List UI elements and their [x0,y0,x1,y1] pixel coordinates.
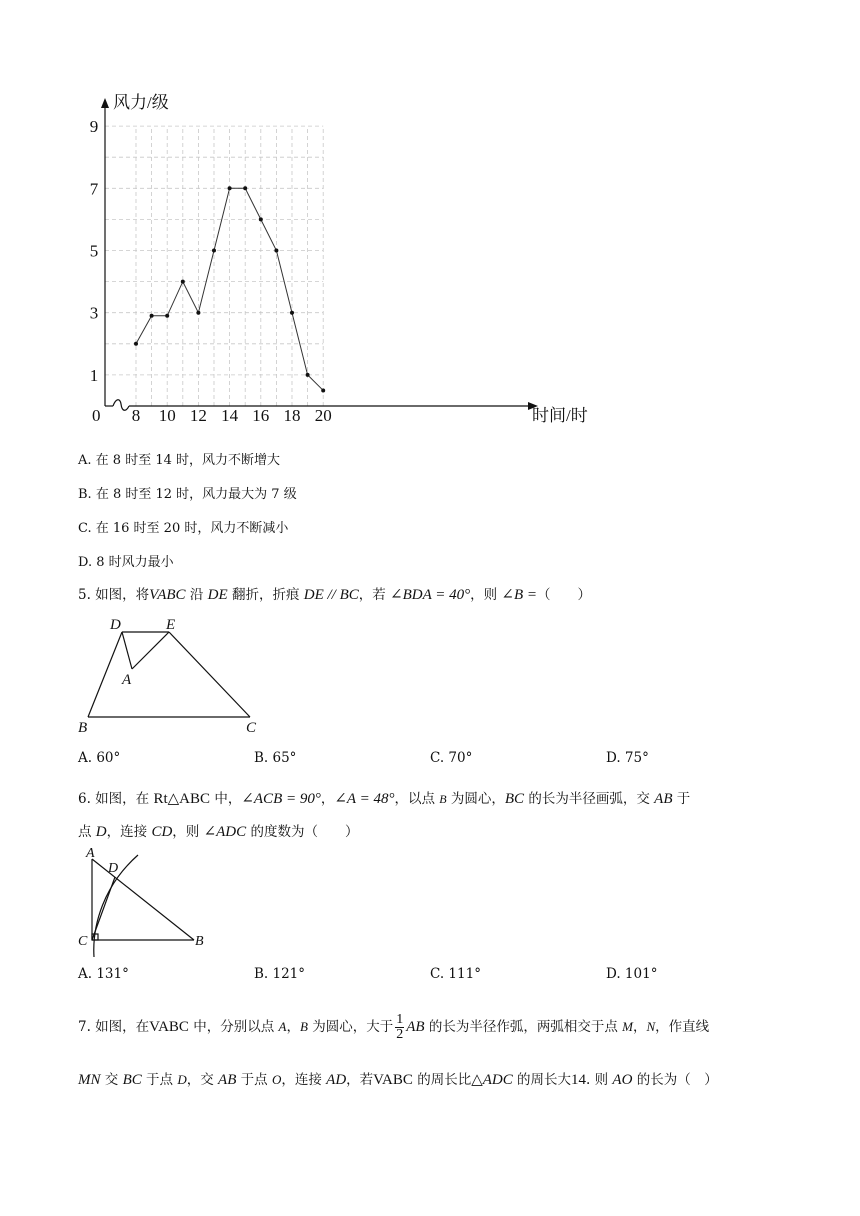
data-point [228,186,232,190]
q4-option-b: B. 在 8 时至 12 时，风力最大为 7 级 [78,487,297,502]
wind-force-line-chart [80,90,620,430]
q5-option-b: B. 65° [254,750,297,766]
q6-option-d: D. 101° [606,966,658,982]
data-point [306,373,310,377]
q6-label-c: C [78,934,88,949]
x-tick-label: 10 [158,406,176,425]
chart-tick-labels [90,117,332,425]
x-tick-label: 14 [221,406,239,425]
y-tick-label: 7 [89,179,99,199]
q6-label-a: A [86,846,95,861]
q6-stem-line2: 点 D，连接 CD，则 ∠ADC 的度数为（ ） [78,824,359,840]
x-tick-label: 18 [283,406,301,425]
data-point [212,249,216,253]
q5-figure [74,614,274,734]
q5-stem: 5. 如图，将VABC 沿 DE 翻折，折痕 DE // BC，若 ∠BDA = 40°，则 ∠B =（ ） [78,587,592,603]
data-point [134,342,138,346]
y-axis-arrow [101,98,109,108]
chart-axes [101,98,538,410]
data-point [165,314,169,318]
q5-label-d: D [110,617,121,633]
data-point [290,311,294,315]
x-axis-break [113,400,129,411]
q7-stem-line1: 7. 如图，在VABC 中，分别以点 A，B 为圆心，大于 $\frac{1}{2}$ AB 的长为半径作弧，两弧相交于点 M，N，作直线 [78,1012,710,1042]
q5-seg-da [122,632,132,669]
q5-label-a: A [122,672,132,688]
q5-option-c: C. 70° [430,750,473,766]
q5-label-b: B [78,720,88,734]
q5-seg-ce [169,632,250,717]
y-tick-label: 1 [89,365,99,385]
q6-option-c: C. 111° [430,966,481,982]
origin-label: 0 [92,406,101,425]
chart-grid [105,126,323,406]
x-axis-label: 时间/时 [532,406,588,425]
q5-seg-db [88,632,122,717]
x-tick-label: 8 [131,406,141,425]
q7-stem-line2: MN 交 BC 于点 D，交 AB 于点 O，连接 AD，若VABC 的周长比△ADC 的周长大14. 则 AO 的长为（ ） [78,1072,718,1088]
data-point [259,217,263,221]
q5-option-a: A. 60° [78,750,121,766]
q4-option-a: A. 在 8 时至 14 时，风力不断增大 [78,453,280,468]
data-point [150,314,154,318]
y-tick-label: 9 [89,117,99,137]
q5-label-e: E [166,617,176,633]
data-point [196,311,200,315]
q6-option-a: A. 131° [78,966,129,982]
q6-label-b: B [195,934,204,949]
q5-seg-ae [132,632,169,669]
q4-option-d: D. 8 时风力最小 [78,555,174,570]
q6-label-d: D [108,861,119,876]
data-point [321,388,325,392]
q6-stem-line1: 6. 如图，在 Rt△ABC 中，∠ACB = 90°，∠A = 48°，以点 B 为圆心，BC 的长为半径画弧，交 AB 于 [78,791,691,807]
data-point [181,280,185,284]
y-tick-label: 5 [89,241,99,261]
x-tick-label: 16 [252,406,270,425]
q6-figure [74,845,214,960]
y-axis-label: 风力/级 [113,93,169,112]
q7-fraction: $\frac{1}{2}$ [396,1012,404,1042]
q6-option-b: B. 121° [254,966,306,982]
q5-label-c: C [246,720,257,734]
x-tick-label: 12 [189,406,207,425]
q4-option-c: C. 在 16 时至 20 时，风力不断减小 [78,521,289,536]
y-tick-label: 3 [89,303,99,323]
x-tick-label: 20 [314,406,332,425]
data-point [243,186,247,190]
q5-option-d: D. 75° [606,750,649,766]
data-point [274,249,278,253]
